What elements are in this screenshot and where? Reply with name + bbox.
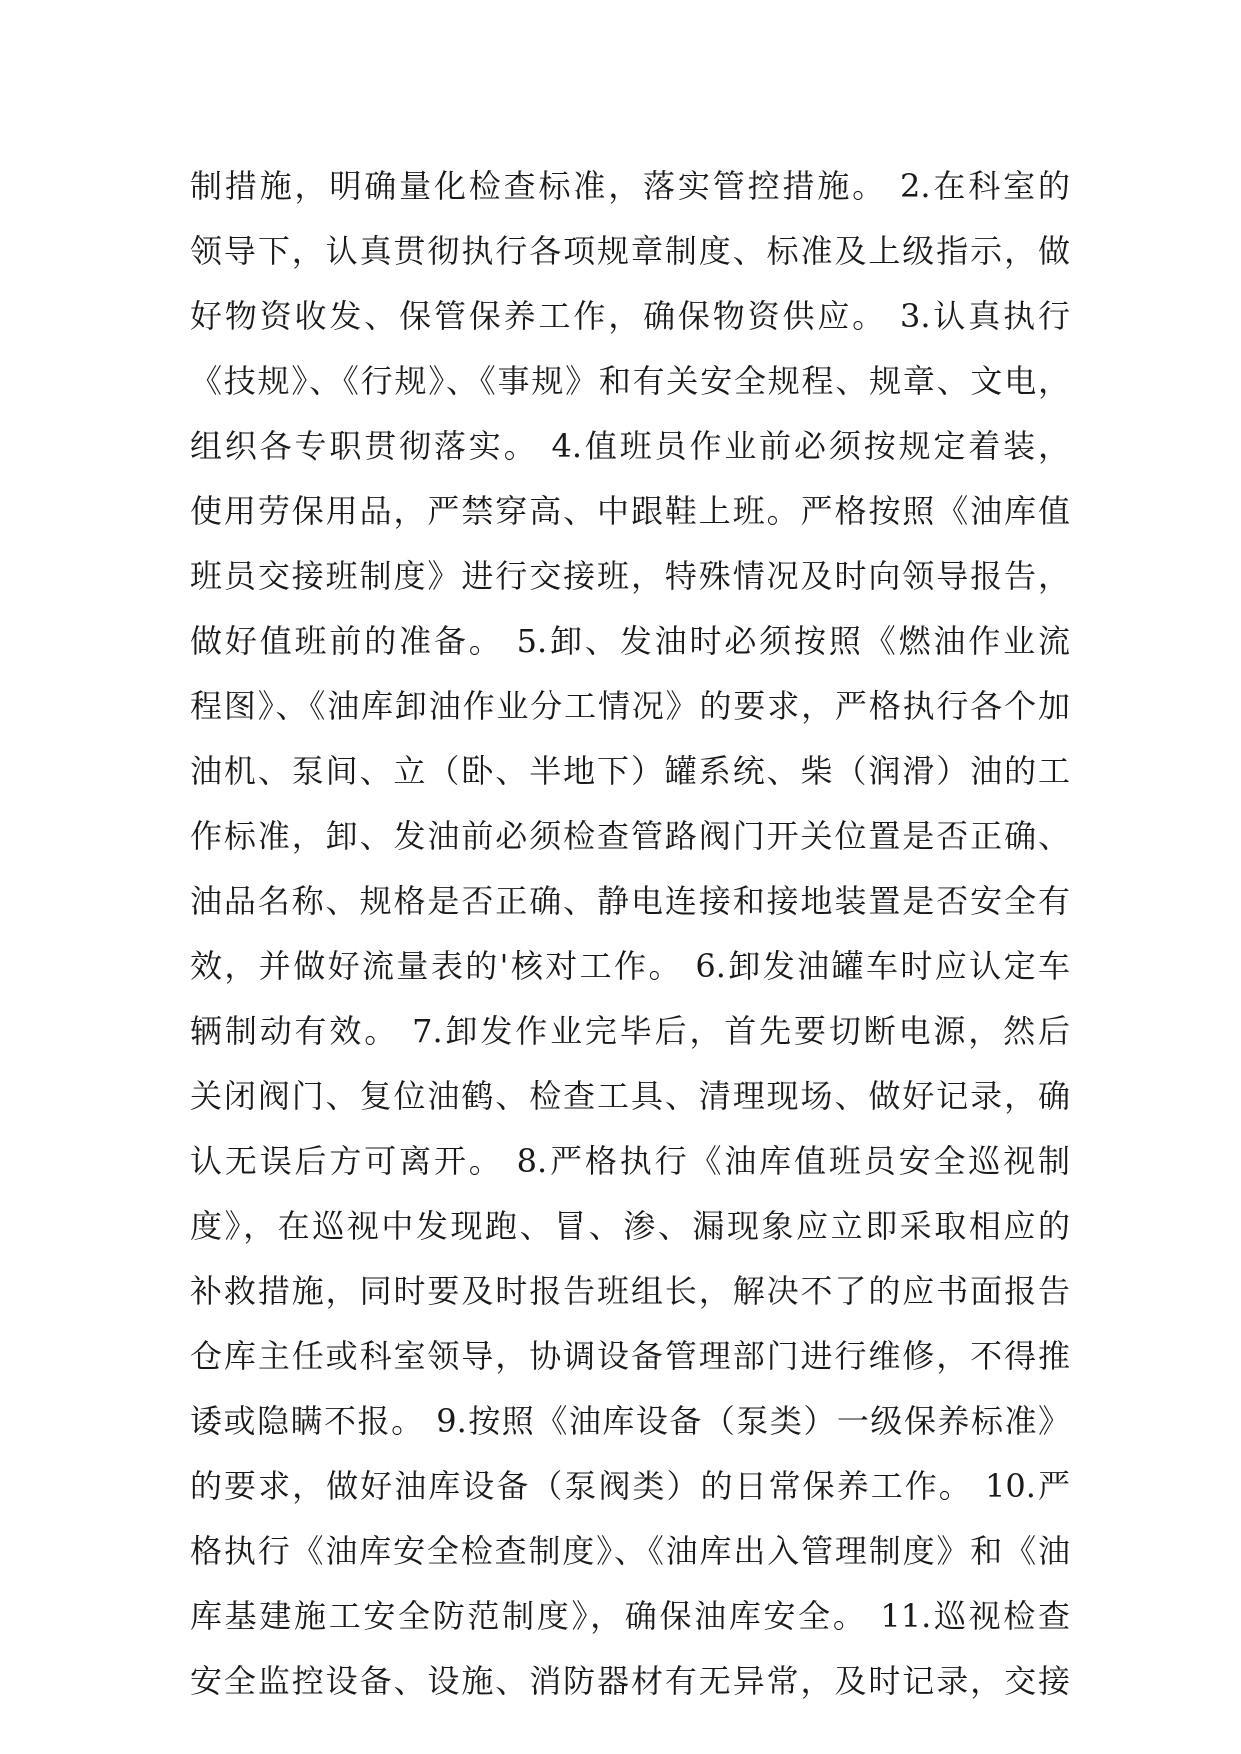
text-line: 《技规》、《行规》、《事规》和有关安全规程、规章、文电， [190,362,1070,400]
text-line: 使用劳保用品，严禁穿高、中跟鞋上班。严格按照《油库值 [190,492,1070,530]
text-line: 安全监控设备、设施、消防器材有无异常，及时记录，交接 [190,1662,1070,1700]
text-line: 做好值班前的准备。 5.卸、发油时必须按照《燃油作业流 [190,622,1070,660]
text-line: 关闭阀门、复位油鹤、检查工具、清理现场、做好记录，确 [190,1077,1070,1115]
text-line: 制措施，明确量化检查标准，落实管控措施。 2.在科室的 [190,167,1070,205]
text-line: 程图》、《油库卸油作业分工情况》的要求，严格执行各个加 [190,687,1070,725]
text-line: 作标准，卸、发油前必须检查管路阀门开关位置是否正确、 [190,817,1070,855]
text-line: 库基建施工安全防范制度》，确保油库安全。 11.巡视检查 [190,1597,1070,1635]
text-line: 班员交接班制度》进行交接班，特殊情况及时向领导报告， [190,557,1070,595]
text-line: 组织各专职贯彻落实。 4.值班员作业前必须按规定着装， [190,427,1070,465]
text-line: 补救措施，同时要及时报告班组长，解决不了的应书面报告 [190,1272,1070,1310]
text-line: 的要求，做好油库设备（泵阀类）的日常保养工作。 10.严 [190,1467,1070,1505]
text-line: 度》，在巡视中发现跑、冒、渗、漏现象应立即采取相应的 [190,1207,1070,1245]
text-line: 油品名称、规格是否正确、静电连接和接地装置是否安全有 [190,882,1070,920]
text-line: 好物资收发、保管保养工作，确保物资供应。 3.认真执行 [190,297,1070,335]
text-line: 格执行《油库安全检查制度》、《油库出入管理制度》和《油 [190,1532,1070,1570]
text-line: 诿或隐瞒不报。 9.按照《油库设备（泵类）一级保养标准》 [190,1402,1070,1440]
text-line: 仓库主任或科室领导，协调设备管理部门进行维修，不得推 [190,1337,1070,1375]
text-line: 效，并做好流量表的'核对工作。 6.卸发油罐车时应认定车 [190,947,1070,985]
text-line: 油机、泵间、立（卧、半地下）罐系统、柴（润滑）油的工 [190,752,1070,790]
text-line: 辆制动有效。 7.卸发作业完毕后，首先要切断电源，然后 [190,1012,1070,1050]
body-text [190,163,1070,1723]
text-line: 领导下，认真贯彻执行各项规章制度、标准及上级指示，做 [190,232,1070,270]
text-line: 认无误后方可离开。 8.严格执行《油库值班员安全巡视制 [190,1142,1070,1180]
